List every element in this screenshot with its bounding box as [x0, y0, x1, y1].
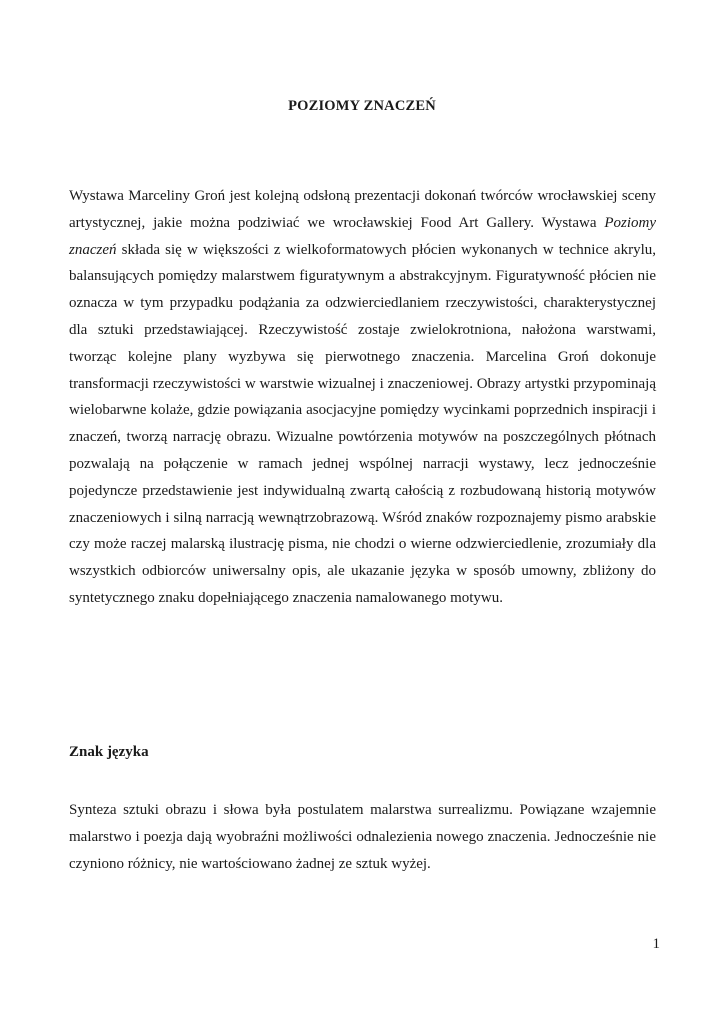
body-paragraph-2: Synteza sztuki obrazu i słowa była postulatem malarstwa surrealizmu. Powiązane wzajemnie malarstwo i poezja dają wyobraźni możliwości odnalezienia nowego znaczenia. Jednocześnie nie czyniono różnicy, nie wartościowano żadnej ze sztuk wyżej.: [69, 802, 656, 872]
paragraph-1-text-end: składa się w większości z wielkoformatowych płócien wykonanych w technice akrylu, balansujących pomiędzy malarstwem figuratywnym a abstrakcyjnym. Figuratywność płócien nie oznacza w tym przypadku podążania za odzwierciedlaniem rzeczywistości, charakterystycznej dla sztuki przedstawiającej. Rzeczywistość zostaje zwielokrotniona, nałożona warstwami, tworząc kolejne plany wyzbywa się pierwotnego znaczenia. Marcelina Groń dokonuje transformacji rzeczywistości w warstwie wizualnej i znaczeniowej. Obrazy artystki przypominają wielobarwne kolaże, gdzie powiązania asocjacyjne pomiędzy wycinkami poprzednich inspiracji i znaczeń, tworzą narrację obrazu. Wizualne powtórzenia motywów na poszczególnych płótnach pozwalają na połączenie w ramach jednej wspólnej narracji wystawy, lecz jednocześnie pojedyncze przedstawienie jest indywidualną zwartą całością z rozbudowaną historią motywów znaczeniowych i silną narracją wewnątrzobrazową. Wśród znaków rozpoznajemy pismo arabskie czy może raczej malarską ilustrację pisma, nie chodzi o wierne odzwierciedlenie, zrozumiały dla wszystkich odbiorców uniwersalny opis, ale ukazanie języka w sposób umowny, zbliżony do syntetycznego znaku dopełniającego znaczenia namalowanego motywu.: [69, 241, 656, 606]
body-paragraph-1: [69, 183, 656, 612]
page-number: 1: [652, 936, 660, 952]
paragraph-1-text-start: Wystawa Marceliny Groń jest kolejną odsłoną prezentacji dokonań twórców wrocławskiej sceny artystycznej, jakie można podziwiać we wrocławskiej Food Art Gallery. Wystawa: [69, 188, 656, 231]
document-title: POZIOMY ZNACZEŃ: [288, 98, 436, 114]
section-heading: Znak języka: [69, 744, 149, 760]
exhibition-title-italic: Poziomy znaczeń: [69, 214, 656, 258]
